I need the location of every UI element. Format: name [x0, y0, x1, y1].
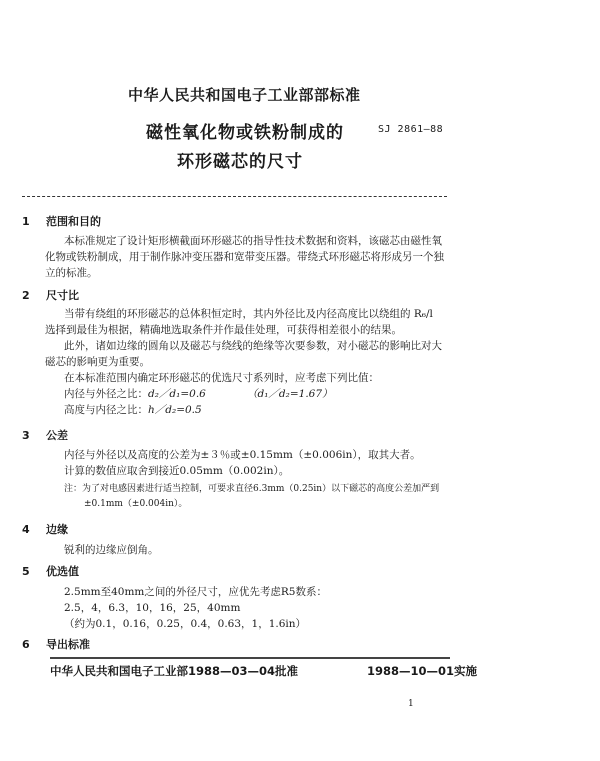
section-2-para-line: 在本标准范围内确定环形磁芯的优选尺寸系列时，应考虑下列比值： [64, 372, 379, 384]
section-number: 1 [22, 215, 30, 228]
section-5-para-line: 2.5，4，6.3，10，16，25，40mm [64, 602, 241, 614]
document-title-line2: 环形磁芯的尺寸 [177, 152, 303, 172]
section-1-para-line: 本标准规定了设计矩形横截面环形磁芯的指导性技术数据和资料，该磁芯由磁性氧 [64, 235, 442, 247]
section-3-note-line: ±0.1mm（±0.004in）。 [84, 499, 188, 509]
section-number: 4 [22, 523, 30, 536]
section-number: 2 [22, 289, 30, 302]
section-6-heading [22, 636, 90, 652]
standard-code: SJ 2861—88 [378, 124, 444, 135]
ratio-label: 内径与外径之比： [64, 388, 148, 400]
section-2-heading [22, 287, 79, 303]
ratio-expression: h／d₂=0.5 [148, 404, 202, 416]
section-2-para-line: 磁芯的影响更为重要。 [45, 356, 150, 368]
ratio-row [64, 387, 206, 401]
section-title: 范围和目的 [46, 215, 101, 228]
ratio-alternate: （d₁／d₂=1.67） [247, 388, 333, 400]
section-2-para-line: 此外，诸如边缘的圆角以及磁芯与绕线的绝缘等次要参数，对小磁芯的影响比对大 [64, 340, 442, 352]
effective-date: 1988—10—01实施 [367, 664, 478, 678]
ratio-expression: d₂／d₁=0.6 [148, 388, 206, 400]
section-2-para-line: 选择到最佳为根据，精确地选取条件并作最佳处理，可获得相差很小的结果。 [45, 324, 402, 336]
approval-statement: 中华人民共和国电子工业部1988—03—04批准 [50, 664, 299, 678]
section-title: 优选值 [46, 565, 79, 578]
section-title: 公差 [46, 429, 68, 442]
ratio-label: 高度与内径之比： [64, 404, 148, 416]
header-divider [22, 196, 447, 197]
section-2-para-line: 当带有绕组的环形磁芯的总体积恒定时，其内外径比及内径高度比以绕组的 R₆/l [64, 308, 433, 320]
section-number: 5 [22, 565, 30, 578]
section-title: 边缘 [46, 523, 68, 536]
section-3-para-line: 计算的数值应取舍到接近0.05mm（0.002in）。 [64, 465, 290, 477]
section-title: 导出标准 [46, 638, 90, 651]
page-number: 1 [408, 699, 414, 709]
section-3-note-line: 注：为了对电感因素进行适当控制，可要求直径6.3mm（0.25in）以下磁芯的高度公差加严到 [64, 484, 440, 494]
section-1-heading [22, 213, 101, 229]
section-4-para-line: 锐利的边缘应倒角。 [64, 544, 159, 556]
section-5-para-line: （约为0.1，0.16，0.25，0.4，0.63，1，1.6in） [64, 618, 307, 630]
section-3-heading [22, 427, 68, 443]
document-title-line1: 磁性氧化物或铁粉制成的 [146, 123, 344, 143]
section-number: 3 [22, 429, 30, 442]
section-4-heading [22, 521, 68, 537]
section-1-para-line: 立的标准。 [45, 267, 98, 279]
section-1-para-line: 化物或铁粉制成，用于制作脉冲变压器和宽带变压器。带绕式环形磁芯将形成另一个独 [45, 251, 444, 263]
section-5-heading [22, 563, 79, 579]
ratio-row [64, 403, 202, 417]
section-number: 6 [22, 638, 30, 651]
section-title: 尺寸比 [46, 289, 79, 302]
footer-divider [50, 657, 450, 659]
section-5-para-line: 2.5mm至40mm之间的外径尺寸，应优先考虑R5数系： [64, 586, 327, 598]
section-3-para-line: 内径与外径以及高度的公差为±３％或±0.15mm（±0.006in），取其大者。 [64, 449, 421, 461]
issuing-ministry: 中华人民共和国电子工业部部标准 [128, 86, 361, 104]
